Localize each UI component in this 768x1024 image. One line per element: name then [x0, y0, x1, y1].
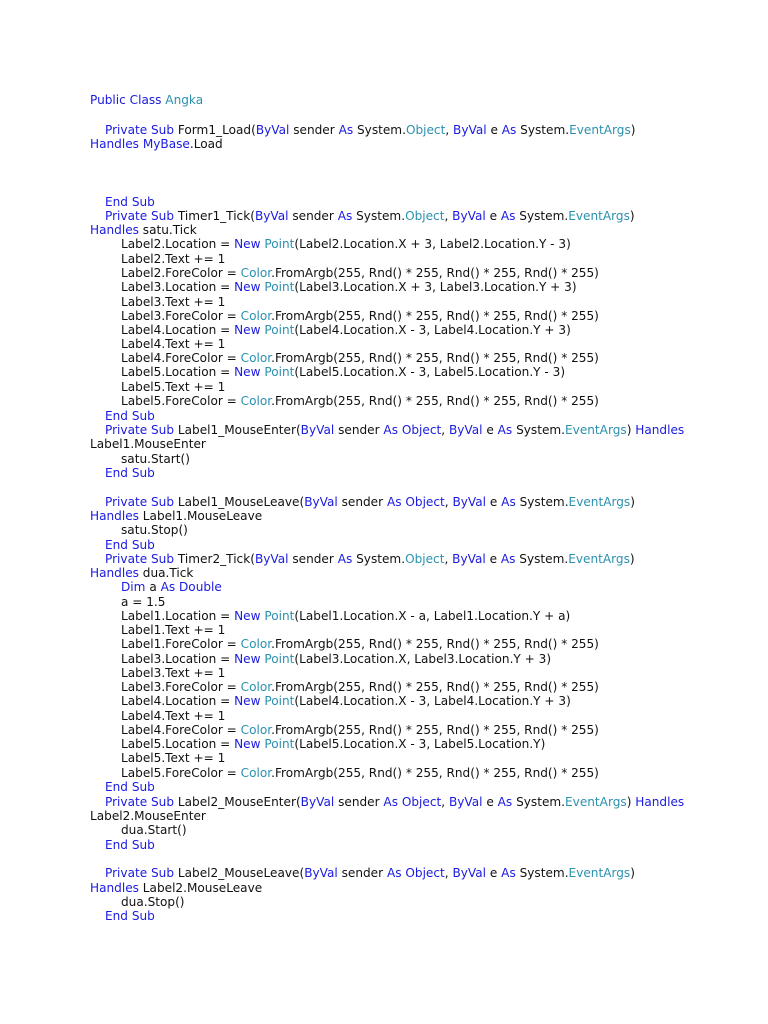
type-token: EventArgs [568, 552, 630, 566]
code-text: sender [337, 866, 387, 880]
keyword-token: End Sub [105, 838, 155, 852]
code-text: .Load [189, 137, 223, 151]
type-token: Color [240, 266, 272, 280]
code-text: Label1.Text += 1 [121, 623, 226, 637]
code-text: dua.Tick [138, 566, 194, 580]
code-text: Label4.ForeColor = [121, 351, 241, 365]
code-text: Label5.Location = [121, 737, 235, 751]
code-text: satu.Stop() [121, 523, 188, 537]
code-text: , [445, 123, 454, 137]
keyword-token: Dim [121, 580, 146, 594]
code-text: satu.Start() [121, 452, 190, 466]
code-line [90, 637, 599, 652]
keyword-token: MyBase [142, 137, 190, 151]
code-text: ) [630, 495, 635, 509]
type-token: Color [240, 351, 272, 365]
code-text: System. [352, 552, 406, 566]
code-line [90, 838, 155, 853]
code-text: Label3.Text += 1 [121, 666, 226, 680]
keyword-token: Object [405, 866, 445, 880]
code-line [90, 437, 206, 452]
code-text: System. [515, 209, 569, 223]
keyword-token: ByVal [452, 552, 486, 566]
type-token: Color [240, 766, 272, 780]
code-text: (Label2.Location.X + 3, Label2.Location.Y - 3) [294, 237, 571, 251]
code-line [90, 580, 222, 595]
code-text: e [485, 552, 501, 566]
code-line [90, 409, 155, 424]
code-text: (Label4.Location.X - 3, Label4.Location.Y + 3) [294, 323, 571, 337]
keyword-token: End Sub [105, 780, 155, 794]
code-line [90, 623, 225, 638]
code-text: a [145, 580, 161, 594]
code-text: , [441, 795, 449, 809]
code-line [90, 881, 262, 896]
code-text: dua.Start() [121, 823, 187, 837]
code-text: satu.Tick [138, 223, 197, 237]
code-line [90, 365, 565, 380]
code-text: Timer2_Tick( [177, 552, 255, 566]
keyword-token: As [337, 552, 353, 566]
code-text: e [485, 209, 501, 223]
type-token: Point [264, 609, 295, 623]
code-line [90, 523, 188, 538]
type-token: Color [240, 394, 272, 408]
code-line [90, 266, 599, 281]
keyword-token: ByVal [255, 123, 290, 137]
code-line [90, 737, 545, 752]
code-line [90, 466, 155, 481]
type-token: Object [405, 209, 445, 223]
keyword-token: ByVal [448, 423, 483, 437]
code-text: sender [334, 795, 384, 809]
keyword-token: As [497, 423, 513, 437]
code-text: , [444, 209, 453, 223]
type-token: EventArgs [568, 495, 631, 509]
code-text: Label2.Text += 1 [121, 252, 226, 266]
code-line [90, 866, 635, 881]
keyword-token: As [501, 866, 516, 880]
code-line [90, 223, 197, 238]
code-text: Label5.Text += 1 [121, 380, 226, 394]
type-token: Point [264, 323, 295, 337]
code-line [90, 137, 223, 152]
type-token: Point [264, 365, 295, 379]
keyword-token: ByVal [452, 866, 487, 880]
code-line [90, 351, 599, 366]
code-text: sender [334, 423, 384, 437]
code-text: Label5.Text += 1 [121, 751, 226, 765]
code-text: Label1_MouseEnter( [177, 423, 301, 437]
code-text: Label3.Location = [121, 280, 235, 294]
code-text: (Label1.Location.X - a, Label1.Location.Y + a) [294, 609, 571, 623]
keyword-token: ByVal [304, 866, 338, 880]
code-text: .FromArgb(255, Rnd() * 255, Rnd() * 255, Rnd() * 255) [271, 637, 599, 651]
keyword-token: As [501, 495, 516, 509]
code-line [90, 380, 225, 395]
keyword-token: End Sub [105, 195, 155, 209]
code-line [90, 795, 684, 810]
code-text: .FromArgb(255, Rnd() * 255, Rnd() * 255, Rnd() * 255) [271, 766, 599, 780]
code-text: e [486, 866, 502, 880]
code-text: (Label5.Location.X - 3, Label5.Location.Y - 3) [294, 365, 566, 379]
code-text: Label1.MouseEnter [90, 437, 206, 451]
keyword-token: Handles [635, 423, 685, 437]
keyword-token: Private Sub [105, 552, 178, 566]
code-text: System. [512, 423, 566, 437]
code-line [90, 495, 635, 510]
type-token: Point [264, 737, 295, 751]
keyword-token: New [234, 694, 261, 708]
code-line [90, 694, 571, 709]
code-line [90, 509, 262, 524]
keyword-token: ByVal [254, 209, 289, 223]
keyword-token: As [500, 552, 516, 566]
keyword-token: Object [401, 423, 442, 437]
code-text: sender [289, 123, 339, 137]
code-line [90, 609, 570, 624]
keyword-token: End Sub [105, 909, 155, 923]
code-text: ) [626, 423, 636, 437]
code-line [90, 423, 684, 438]
code-text: ) [630, 123, 636, 137]
keyword-token: ByVal [452, 209, 486, 223]
type-token: Color [240, 309, 272, 323]
code-text: System. [515, 495, 569, 509]
keyword-token: As [497, 795, 513, 809]
code-text: System. [515, 866, 569, 880]
code-text: System. [512, 795, 566, 809]
keyword-token: ByVal [254, 552, 289, 566]
code-text: System. [352, 209, 406, 223]
code-text: ) [626, 795, 636, 809]
keyword-token: End Sub [105, 409, 155, 423]
code-line [90, 823, 187, 838]
keyword-token: ByVal [304, 495, 338, 509]
code-line [90, 123, 635, 138]
code-text: Label1.ForeColor = [121, 637, 241, 651]
code-line [90, 337, 225, 352]
keyword-token: Object [401, 795, 442, 809]
keyword-token: As [386, 495, 402, 509]
code-line [90, 809, 206, 824]
code-text: Label5.ForeColor = [121, 394, 241, 408]
code-text: .FromArgb(255, Rnd() * 255, Rnd() * 255, Rnd() * 255) [271, 723, 599, 737]
code-text: System. [353, 123, 406, 137]
code-line [90, 780, 155, 795]
code-line [90, 538, 155, 553]
code-text: Label3.Location = [121, 652, 235, 666]
code-text: Label1.MouseLeave [138, 509, 263, 523]
keyword-token: Handles [90, 223, 139, 237]
keyword-token: Private Sub [105, 495, 178, 509]
code-text: e [486, 495, 502, 509]
keyword-token: End Sub [105, 538, 155, 552]
code-line [90, 93, 203, 108]
code-text: Label1_MouseLeave( [177, 495, 305, 509]
code-text: dua.Stop() [121, 895, 185, 909]
keyword-token: Object [405, 495, 445, 509]
keyword-token: As [383, 423, 398, 437]
code-text: Label4.Location = [121, 323, 235, 337]
code-text: Label2.MouseLeave [138, 881, 263, 895]
keyword-token: Handles [90, 881, 139, 895]
code-line [90, 552, 635, 567]
keyword-token: New [234, 652, 261, 666]
keyword-token: ByVal [448, 795, 483, 809]
code-line [90, 237, 571, 252]
code-text: Label2.ForeColor = [121, 266, 241, 280]
code-text: ) [629, 209, 635, 223]
type-token: Color [240, 637, 272, 651]
code-text: Form1_Load( [177, 123, 256, 137]
type-token: Point [264, 280, 295, 294]
type-token: Object [405, 123, 446, 137]
type-token: Point [264, 694, 295, 708]
code-text: , [444, 552, 453, 566]
keyword-token: Handles [90, 509, 139, 523]
code-line [90, 394, 599, 409]
keyword-token: Handles [90, 137, 139, 151]
type-token: EventArgs [568, 866, 631, 880]
code-line [90, 709, 225, 724]
code-text: sender [288, 552, 338, 566]
keyword-token: New [234, 323, 261, 337]
code-text: , [444, 495, 453, 509]
code-text: e [486, 123, 502, 137]
code-text: Label3.ForeColor = [121, 309, 241, 323]
code-line [90, 652, 551, 667]
code-text: sender [337, 495, 387, 509]
code-line [90, 766, 599, 781]
code-line [90, 280, 577, 295]
code-line [90, 909, 155, 924]
keyword-token: ByVal [453, 123, 487, 137]
keyword-token: Handles [90, 566, 139, 580]
code-text: System. [516, 123, 570, 137]
keyword-token: As [386, 866, 402, 880]
keyword-token: As [500, 209, 516, 223]
code-text: e [482, 795, 498, 809]
code-text: Label5.Location = [121, 365, 235, 379]
code-text: Label4.Text += 1 [121, 337, 226, 351]
type-token: Point [264, 652, 295, 666]
code-line [90, 566, 193, 581]
code-text: ) [629, 552, 635, 566]
keyword-token: As Double [160, 580, 222, 594]
keyword-token: As [337, 209, 353, 223]
code-text: Timer1_Tick( [177, 209, 255, 223]
code-text: Label4.Text += 1 [121, 709, 226, 723]
code-line [90, 595, 165, 610]
code-text: (Label4.Location.X - 3, Label4.Location.Y + 3) [294, 694, 571, 708]
code-text: .FromArgb(255, Rnd() * 255, Rnd() * 255, Rnd() * 255) [271, 309, 599, 323]
code-text: Label2.Location = [121, 237, 235, 251]
code-text: (Label3.Location.X, Label3.Location.Y + 3) [294, 652, 552, 666]
code-line [90, 252, 225, 267]
code-line [90, 895, 185, 910]
code-text: .FromArgb(255, Rnd() * 255, Rnd() * 255, Rnd() * 255) [271, 266, 599, 280]
code-line [90, 751, 225, 766]
code-text: Label4.ForeColor = [121, 723, 241, 737]
code-text: , [441, 423, 449, 437]
code-text: Label3.ForeColor = [121, 680, 241, 694]
keyword-token: Public Class [90, 93, 166, 107]
code-line [90, 680, 599, 695]
code-line [90, 309, 599, 324]
type-token: Angka [165, 93, 204, 107]
type-token: Object [405, 552, 445, 566]
type-token: EventArgs [565, 423, 627, 437]
keyword-token: As [338, 123, 354, 137]
code-text: Label2_MouseEnter( [177, 795, 301, 809]
code-line [90, 195, 155, 210]
code-text: (Label5.Location.X - 3, Label5.Location.Y) [294, 737, 546, 751]
keyword-token: Private Sub [105, 866, 178, 880]
keyword-token: Private Sub [105, 423, 178, 437]
keyword-token: New [234, 609, 261, 623]
code-line [90, 209, 635, 224]
type-token: EventArgs [565, 795, 627, 809]
code-text: , [444, 866, 453, 880]
keyword-token: Private Sub [105, 209, 178, 223]
keyword-token: ByVal [300, 423, 335, 437]
code-text: sender [288, 209, 338, 223]
code-text: .FromArgb(255, Rnd() * 255, Rnd() * 255, Rnd() * 255) [271, 394, 599, 408]
code-text: Label2_MouseLeave( [177, 866, 305, 880]
keyword-token: Handles [635, 795, 685, 809]
code-text: System. [515, 552, 569, 566]
keyword-token: New [234, 280, 261, 294]
code-text: Label3.Text += 1 [121, 295, 226, 309]
type-token: Point [264, 237, 295, 251]
code-text: a = 1.5 [121, 595, 166, 609]
code-text: .FromArgb(255, Rnd() * 255, Rnd() * 255, Rnd() * 255) [271, 680, 599, 694]
code-line [90, 295, 225, 310]
type-token: EventArgs [568, 209, 630, 223]
code-line [90, 323, 571, 338]
keyword-token: Private Sub [105, 795, 178, 809]
keyword-token: ByVal [452, 495, 487, 509]
keyword-token: Private Sub [105, 123, 178, 137]
keyword-token: New [234, 365, 261, 379]
keyword-token: End Sub [105, 466, 155, 480]
keyword-token: New [234, 237, 261, 251]
code-text: .FromArgb(255, Rnd() * 255, Rnd() * 255, Rnd() * 255) [271, 351, 599, 365]
code-text: Label4.Location = [121, 694, 235, 708]
code-text: Label2.MouseEnter [90, 809, 206, 823]
code-text: (Label3.Location.X + 3, Label3.Location.Y + 3) [294, 280, 577, 294]
type-token: Color [240, 680, 272, 694]
keyword-token: As [501, 123, 517, 137]
code-text: Label5.ForeColor = [121, 766, 241, 780]
keyword-token: New [234, 737, 261, 751]
code-line [90, 723, 599, 738]
code-text: ) [630, 866, 635, 880]
keyword-token: As [383, 795, 398, 809]
code-line [90, 666, 225, 681]
code-text: Label1.Location = [121, 609, 235, 623]
keyword-token: ByVal [300, 795, 335, 809]
code-line [90, 452, 190, 467]
type-token: Color [240, 723, 272, 737]
type-token: EventArgs [569, 123, 631, 137]
code-text: e [482, 423, 498, 437]
